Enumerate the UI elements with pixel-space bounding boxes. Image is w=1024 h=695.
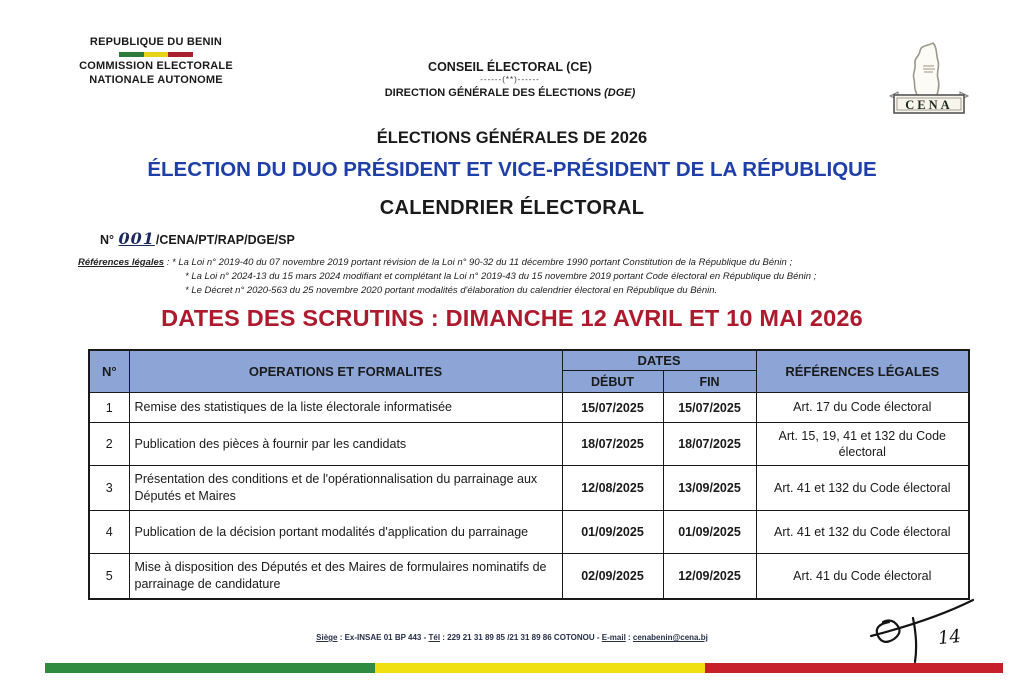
table-row bbox=[89, 511, 969, 554]
conseil-electoral-title: CONSEIL ÉLECTORAL (CE) bbox=[428, 60, 592, 74]
letterhead-center bbox=[310, 60, 710, 99]
email-address: cenabenin@cena.bj bbox=[632, 633, 708, 642]
table-row bbox=[89, 466, 969, 511]
row-date-debut: 18/07/2025 bbox=[562, 423, 663, 466]
legal-reference-item: * La Loi n° 2019-40 du 07 novembre 2019 portant révision de la Loi n° 90-32 du 11 décembre 1990 portant Constitution de la République du Bénin ; bbox=[172, 257, 793, 268]
handwritten-number: 001 bbox=[118, 229, 155, 248]
col-header-debut: DÉBUT bbox=[562, 371, 663, 393]
row-operation: Présentation des conditions et de l'opérationnalisation du parrainage aux Députés et Maires bbox=[129, 466, 562, 511]
commission-name-line1: COMMISSION ELECTORALE bbox=[79, 59, 233, 72]
row-date-fin: 15/07/2025 bbox=[663, 393, 756, 423]
row-number: 1 bbox=[89, 393, 129, 423]
row-date-fin: 01/09/2025 bbox=[663, 511, 756, 554]
legal-reference-line bbox=[78, 256, 958, 270]
row-reference: Art. 17 du Code électoral bbox=[756, 393, 969, 423]
tel-label: Tél bbox=[428, 633, 441, 642]
cena-logo-text: CENA bbox=[905, 98, 953, 112]
row-reference: Art. 15, 19, 41 et 132 du Code électoral bbox=[756, 423, 969, 466]
row-reference: Art. 41 et 132 du Code électoral bbox=[756, 466, 969, 511]
stripe-yellow-band bbox=[375, 663, 705, 673]
ornamental-separator: ------(**)------ bbox=[480, 75, 540, 84]
letterhead-left bbox=[68, 36, 244, 87]
col-header-operations: OPERATIONS ET FORMALITES bbox=[129, 350, 562, 393]
row-date-debut: 01/09/2025 bbox=[562, 511, 663, 554]
row-reference: Art. 41 du Code électoral bbox=[756, 554, 969, 599]
calendrier-electoral-title: CALENDRIER ÉLECTORAL bbox=[379, 197, 645, 219]
row-reference: Art. 41 et 132 du Code électoral bbox=[756, 511, 969, 554]
row-date-fin: 18/07/2025 bbox=[663, 423, 756, 466]
legal-references-label: Références légales bbox=[78, 257, 165, 268]
handwritten-signature bbox=[855, 590, 1005, 685]
dge-label: DIRECTION GÉNÉRALE DES ÉLECTIONS bbox=[384, 87, 602, 99]
table-row bbox=[89, 554, 969, 599]
flag-yellow-band bbox=[144, 52, 169, 57]
table-header bbox=[89, 350, 969, 393]
benin-flag-icon bbox=[119, 52, 193, 57]
cena-logo bbox=[884, 40, 974, 122]
ref-suffix: /CENA/PT/RAP/DGE/SP bbox=[155, 233, 295, 247]
row-number: 4 bbox=[89, 511, 129, 554]
row-operation: Mise à disposition des Députés et des Maires de formulaires nominatifs de parrainage de candidature bbox=[129, 554, 562, 599]
direction-generale-title bbox=[310, 87, 710, 99]
col-header-references: RÉFÉRENCES LÉGALES bbox=[756, 350, 969, 393]
row-number: 5 bbox=[89, 554, 129, 599]
flag-red-band bbox=[168, 52, 193, 57]
table-row bbox=[89, 393, 969, 423]
row-date-debut: 12/08/2025 bbox=[562, 466, 663, 511]
row-date-fin: 12/09/2025 bbox=[663, 554, 756, 599]
row-date-debut: 15/07/2025 bbox=[562, 393, 663, 423]
cena-map-icon bbox=[884, 40, 974, 122]
email-separator: : bbox=[625, 633, 633, 642]
row-operation: Remise des statistiques de la liste électorale informatisée bbox=[129, 393, 562, 423]
col-header-num: N° bbox=[89, 350, 129, 393]
row-date-fin: 13/09/2025 bbox=[663, 466, 756, 511]
row-operation: Publication des pièces à fournir par les candidats bbox=[129, 423, 562, 466]
elections-generales-title: ÉLECTIONS GÉNÉRALES DE 2026 bbox=[376, 129, 648, 147]
legal-reference-item: * La Loi n° 2024-13 du 15 mars 2024 modifiant et complétant la Loi n° 2019-43 du 15 novembre 2019 portant Code électoral en République du Bénin ; bbox=[185, 270, 817, 282]
email-label: E-mail bbox=[601, 633, 626, 642]
stripe-green-band bbox=[45, 663, 375, 673]
siege-label: Siège bbox=[316, 633, 338, 642]
tel-value: : 229 21 31 89 85 /21 31 89 86 COTONOU - bbox=[440, 633, 602, 642]
dge-acronym: (DGE) bbox=[601, 87, 636, 99]
flag-green-band bbox=[119, 52, 144, 57]
legal-label-separator: : bbox=[164, 257, 173, 268]
row-number: 3 bbox=[89, 466, 129, 511]
row-operation: Publication de la décision portant modalités d'application du parrainage bbox=[129, 511, 562, 554]
document-reference-number bbox=[100, 229, 295, 248]
commission-name-line2: NATIONALE AUTONOME bbox=[89, 73, 223, 86]
table-row bbox=[89, 423, 969, 466]
republic-title: REPUBLIQUE DU BENIN bbox=[89, 36, 223, 48]
row-number: 2 bbox=[89, 423, 129, 466]
electoral-calendar-table bbox=[88, 349, 970, 600]
legal-references-block bbox=[78, 256, 958, 297]
col-header-dates: DATES bbox=[562, 350, 756, 371]
ref-prefix: N° bbox=[100, 233, 118, 247]
row-date-debut: 02/09/2025 bbox=[562, 554, 663, 599]
col-header-fin: FIN bbox=[663, 371, 756, 393]
legal-reference-item: * Le Décret n° 2020-563 du 25 novembre 2020 portant modalités d'élaboration du calendrier électoral en République du Bénin. bbox=[185, 284, 718, 296]
handwritten-page-number: 14 bbox=[936, 625, 962, 650]
election-duo-title: ÉLECTION DU DUO PRÉSIDENT ET VICE-PRÉSIDENT DE LA RÉPUBLIQUE bbox=[147, 158, 877, 181]
siege-value: : Ex-INSAE 01 BP 443 - bbox=[337, 633, 429, 642]
scrutiny-dates-title: DATES DES SCRUTINS : DIMANCHE 12 AVRIL ET 10 MAI 2026 bbox=[161, 305, 863, 331]
